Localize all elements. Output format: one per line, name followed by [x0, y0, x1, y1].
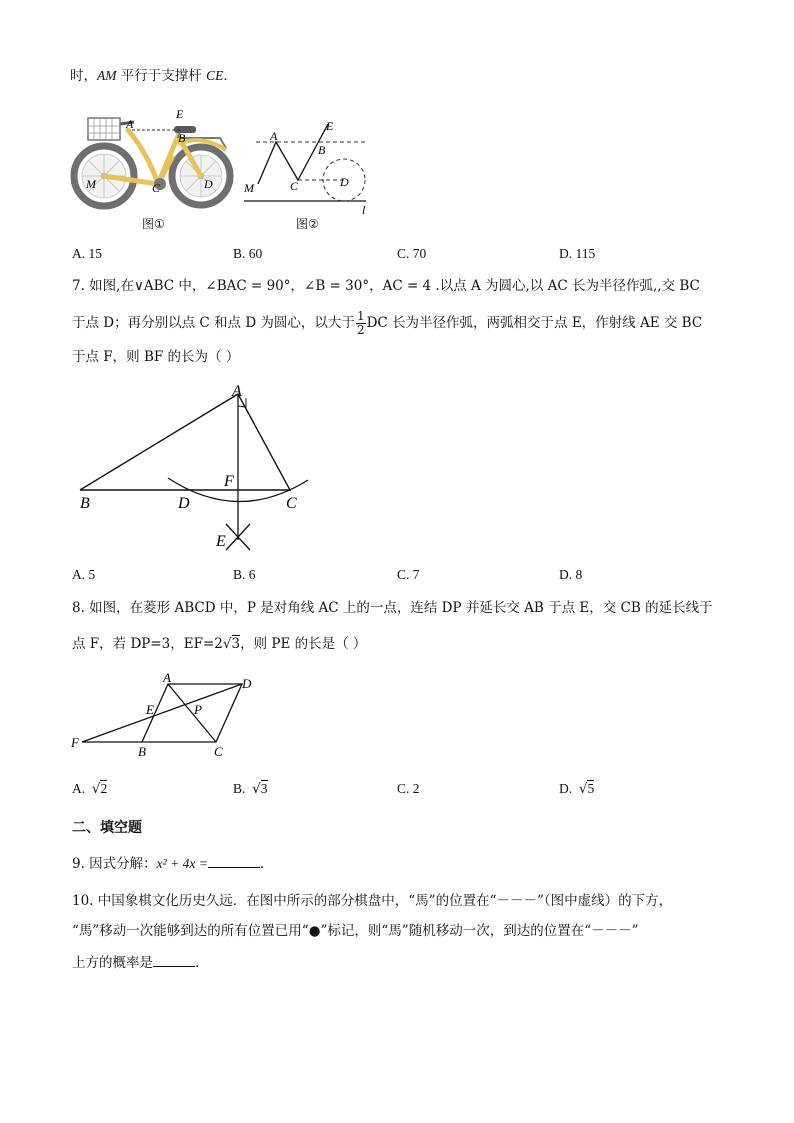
q8-label-F: F — [71, 735, 79, 750]
fig2-label-A: A — [270, 129, 278, 143]
fig1-caption: 图① — [142, 217, 165, 231]
fig1-label-C: C — [152, 181, 161, 195]
fig2-label-l: l — [362, 203, 366, 216]
fig1-label-E: E — [176, 107, 184, 121]
fig2-caption: 图② — [296, 217, 319, 231]
q8-option-a: A. √2 — [72, 781, 108, 797]
q7-label-F: F — [224, 473, 234, 490]
q7-label-C: C — [286, 495, 297, 512]
q7-option-a: A. 5 — [72, 567, 96, 582]
q8-label-D: D — [242, 676, 252, 691]
fig1-label-A: A — [126, 117, 134, 131]
q8-option-d: D. √5 — [559, 781, 595, 797]
bicycle-geometry-figure — [240, 116, 380, 216]
q6-option-d: D. 115 — [559, 246, 596, 261]
fig2-label-C: C — [290, 179, 299, 193]
q7-fraction: $\frac{1}{2}$ — [356, 309, 365, 337]
q7-line1: 7. 如图,在∨ABC 中，∠BAC = 90°，∠B = 30°，AC = 4 .以点 A 为圆心,以 AC 长为半径作弧,,交 BC — [72, 278, 700, 294]
q7-option-c: C. 7 — [397, 567, 420, 582]
q7-option-d: D. 8 — [559, 567, 583, 582]
q6-option-c: C. 70 — [397, 246, 427, 261]
q8-label-E: E — [146, 702, 154, 717]
fig2-label-B: B — [318, 143, 326, 157]
q7-label-B: B — [80, 495, 90, 512]
q8-label-A: A — [163, 670, 171, 685]
q8-line1: 8. 如图，在菱形 ABCD 中，P 是对角线 AC 上的一点，连结 DP 并延长交 AB 于点 E，交 CB 的延长线于 — [72, 600, 713, 616]
q7-line2: 于点 D；再分别以点 C 和点 D 为圆心，以大于 $\frac{1}{2}$ DC 长为半径作弧，两弧相交于点 E，作射线 AE 交 BC — [72, 309, 703, 337]
q10-line1: 10. 中国象棋文化历史久远．在图中所示的部分棋盘中，“馬”的位置在“－－－”（图中虚线）的下方， — [72, 893, 673, 909]
q8-label-C: C — [214, 744, 223, 759]
q7-option-b: B. 6 — [233, 567, 256, 582]
q8-option-c: C. 2 — [397, 781, 420, 796]
q9-line: 9. 因式分解：x² + 4x = ． — [72, 853, 273, 874]
q7-label-A: A — [232, 383, 242, 400]
q6-option-b: B. 60 — [233, 246, 263, 261]
q6-option-a: A. 15 — [72, 246, 102, 261]
q9-answer-blank[interactable] — [208, 853, 260, 868]
q8-label-P: P — [194, 702, 202, 717]
fig2-label-M: M — [244, 181, 254, 195]
q6-text-line: 时，AM 平行于支撑杆 CE． — [70, 68, 237, 84]
q7-label-D: D — [178, 495, 190, 512]
section-heading-fill-in: 二、填空题 — [72, 820, 142, 836]
q8-option-b: B. √3 — [233, 781, 268, 797]
q10-line2: “馬”移动一次能够到达的所有位置已用“●”标记，则“馬”随机移动一次，到达的位置在“－－－” — [72, 923, 639, 939]
bicycle-figure — [68, 104, 238, 210]
q8-line2: 点 F，若 DP=3，EF=2√3，则 PE 的长是（ ） — [72, 636, 367, 652]
q7-label-E: E — [216, 533, 226, 550]
fig2-label-D: D — [340, 175, 349, 189]
q8-rhombus-figure — [68, 670, 268, 762]
fig1-label-B: B — [178, 131, 186, 145]
fig2-label-E: E — [326, 119, 334, 133]
q8-label-B: B — [138, 744, 146, 759]
q7-line3: 于点 F，则 BF 的长为（ ） — [72, 349, 240, 365]
q10-answer-blank[interactable] — [153, 952, 195, 967]
q7-triangle-figure — [70, 380, 320, 556]
q10-line3: 上方的概率是 ． — [72, 952, 209, 973]
fig1-label-D: D — [204, 177, 213, 191]
fig1-label-M: M — [86, 177, 96, 191]
